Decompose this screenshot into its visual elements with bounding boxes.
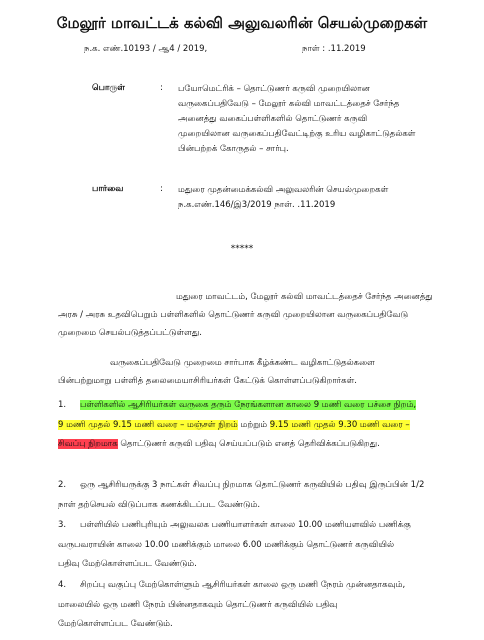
item-text: [58, 576, 456, 635]
item-line: நாள் தற்செயல் விடுப்பாக கணக்கிடப்பட வேண்டும்.: [58, 499, 261, 510]
item-number: 3.: [58, 520, 67, 530]
item-text: [58, 516, 456, 575]
subject-text: [178, 82, 450, 157]
paragraph-line: மதுரை மாவட்டம், மேலூர் கல்வி மாவட்டத்தைச் சேர்ந்த அனைத்து: [176, 292, 433, 302]
paragraph-line: வருகைப்பதிவேடு முறைமை சார்பாக கீழ்க்கண்ட வழிகாட்டுதல்களை: [110, 358, 375, 368]
intro-paragraph: [58, 288, 450, 342]
item-number: 2.: [58, 480, 67, 490]
paragraph-line: முறைமை செயல்படுத்தப்பட்டுள்ளது.: [58, 328, 202, 338]
list-item: [58, 476, 456, 516]
item-line: பதிவு மேற்கொள்ளப்பட வேண்டும்.: [58, 559, 197, 569]
reference-text: [178, 183, 450, 213]
list-item: [58, 396, 456, 456]
item-line: பள்ளியில் பணிபுரியும் அலுவலக பணியாளர்கள் காலை 10.00 மணியளவில் பணிக்கு: [80, 520, 411, 530]
subject-colon: :: [160, 83, 163, 93]
item-line: வருபவராயின் காலை 10.00 மணிக்கும் மாலை 6.00 மணிக்கும் தொட்டுணர் கருவியில்: [58, 539, 394, 550]
subject-line: முறையிலான வருகைப்பதிவேட்டிற்கு உரிய வழிகாட்டுதல்கள்: [178, 129, 416, 139]
reference-number: ந.க. எண்.10193 / ஆ4 / 2019,: [84, 44, 208, 54]
document-title: மேலூர் மாவட்டக் கல்வி அலுவலரின் செயல்முறைகள்: [56, 14, 428, 32]
item-line: ஒரு ஆசிரியருக்கு 3 நாட்கள் சிவப்பு நிறமாக தொட்டுணர் கருவியில் பதிவு இருப்பின் 1/2: [80, 480, 425, 490]
green-highlight-text: பள்ளிகளில் ஆசிரியர்கள் வருகை தரும் நேரங்களான காலை 9 மணி வரை பச்சை நிறம்,: [80, 400, 417, 410]
subject-label: பொருள்: [92, 83, 125, 93]
instruction-paragraph: [58, 354, 450, 390]
item-text-tail: தொட்டுணர் கருவி பதிவு செய்யப்படும் எனத் தெரிவிக்கப்படுகிறது.: [117, 439, 380, 449]
subject-line: வருகைப்பதிவேடு – மேலூர் கல்வி மாவட்டத்தைச் சேர்ந்த: [178, 99, 400, 109]
reference-line: ந.க.எண்.146/இ3/2019 நாள். .11.2019: [178, 200, 336, 210]
item-text: [58, 476, 456, 515]
item-line: சிறப்பு வகுப்பு மேற்கொள்ளும் ஆசிரியர்கள் காலை ஒரு மணி நேரம் முன்னதாகவும்,: [80, 580, 406, 590]
item-number: 4.: [58, 580, 67, 590]
subject-line: பின்பற்றக் கோருதல் – சார்பு.: [178, 144, 289, 154]
item-line: மாலையில் ஒரு மணி நேரம் பின்னதாகவும் தொட்டுணர் கருவியில் பதிவு: [58, 599, 338, 610]
paragraph-line: பின்பற்றுமாறு பள்ளித் தலைமையாசிரியர்கள் கேட்டுக் கொள்ளப்படுகிறார்கள்.: [58, 376, 357, 386]
subject-line: அனைத்து வகைப்பள்ளிகளில் தொட்டுணர் கருவி: [178, 114, 368, 124]
paragraph-line: அரசு / அரசு உதவிபெறும் பள்ளிகளில் தொட்டுணர் கருவி முறையிலான வருகைப்பதிவேடு: [58, 310, 409, 320]
item-line: மேற்கொள்ளப்பட வேண்டும்.: [58, 619, 173, 629]
red-highlight-text: சிவப்பு நிறமாக: [58, 439, 118, 449]
yellow-highlight-text-2: 9.15 மணி முதல் 9.30 மணி வரை –: [269, 419, 410, 430]
list-item: [58, 576, 456, 636]
subject-line: பயோமெட்ரிக் – தொட்டுணர் கருவி முறையிலான: [178, 84, 370, 94]
item-number: 1.: [58, 400, 67, 410]
reference-colon: :: [160, 184, 163, 194]
reference-label: பார்வை: [92, 184, 124, 194]
separator-stars: *****: [230, 244, 254, 254]
item-text: [58, 396, 456, 455]
reference-line: மதுரை முதன்மைக்கல்வி அலுவலரின் செயல்முறைகள்: [178, 185, 389, 195]
reference-date: நாள் : .11.2019: [302, 44, 366, 54]
yellow-highlight-text: 9 மணி முதல் 9.15 மணி வரை – மஞ்சள் நிறம்: [58, 419, 238, 430]
connector-text: மற்றும்: [237, 419, 270, 430]
list-item: [58, 516, 456, 576]
